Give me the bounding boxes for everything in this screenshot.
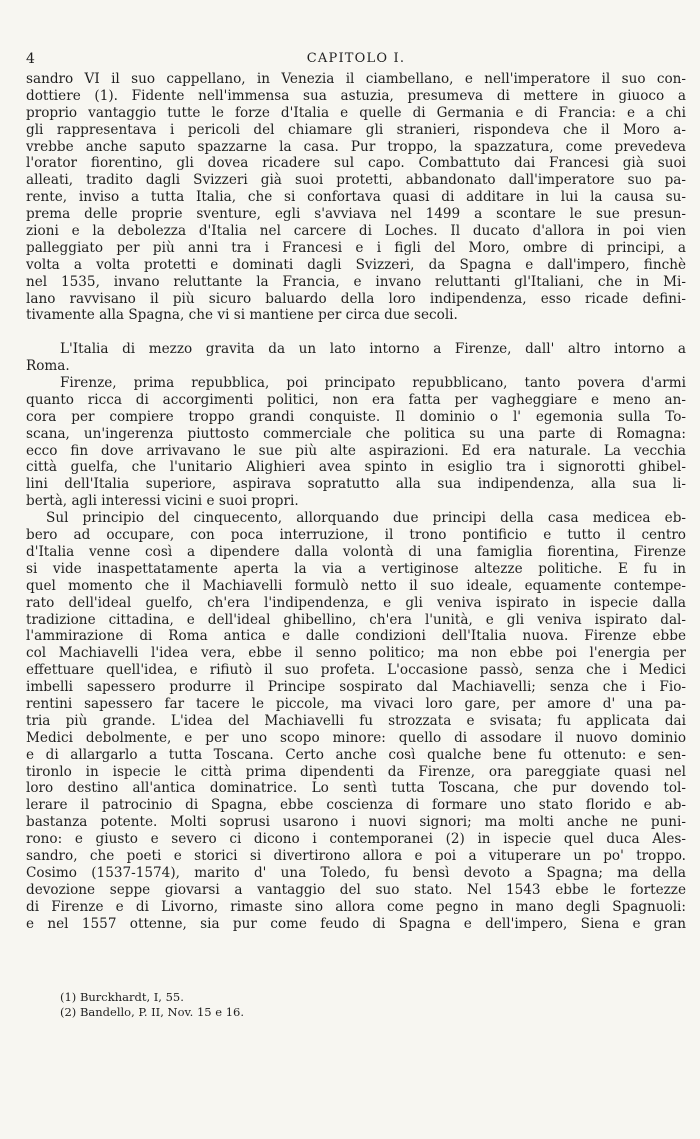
- text-line: zioni e la debolezza d'Italia nel carcere di Loches. Il ducato d'allora in poi vien: [26, 223, 686, 240]
- text-line: L'Italia di mezzo gravita da un lato intorno a Firenze, dall' altro intorno a: [60, 341, 686, 358]
- text-line: tivamente alla Spagna, che vi si mantiene per circa due secoli.: [26, 307, 458, 324]
- text-line: e di allargarlo a tutta Toscana. Certo anche così qualche bene fu ottenuto: e sen-: [26, 746, 686, 763]
- footnote: (2) Bandello, P. II, Nov. 15 e 16.: [60, 1005, 244, 1019]
- text-line: città guelfa, che l'unitario Alighieri avea spinto in esiglio tra i signorotti ghibel-: [26, 459, 686, 476]
- text-line: quanto ricca di accorgimenti politici, non era fatta per vagheggiare e meno an-: [26, 391, 686, 408]
- page-header: [26, 51, 686, 71]
- text-line: scana, un'ingerenza piuttosto commerciale che politica su una parte di Romagna:: [26, 425, 686, 442]
- text-line: Medici debolmente, e per uno scopo minore: quello di assodare il nuovo dominio: [26, 729, 686, 746]
- text-line: sandro, che poeti e storici si divertirono allora e poi a vituperare un po' troppo.: [26, 847, 686, 864]
- text-line: tria più grande. L'idea del Machiavelli fu strozzata e svisata; fu applicata dai: [26, 712, 686, 729]
- text-line: ecco fin dove arrivavano le sue più alte aspirazioni. Ed era naturale. La vecchia: [26, 442, 686, 459]
- text-line: rentini sapessero far tacere le piccole, ma vivaci loro gare, per amore d' una pa-: [26, 695, 686, 712]
- text-line: d'Italia venne così a dipendere dalla volontà di una famiglia fiorentina, Firenze: [26, 543, 686, 560]
- text-line: lerare il patrocinio di Spagna, ebbe coscienza di formare uno stato florido e ab-: [26, 797, 686, 814]
- text-line: rono: e giusto e severo ci dicono i contemporanei (2) in ispecie quel duca Ales-: [26, 831, 686, 848]
- text-line: lano ravvisano il più sicuro baluardo della loro indipendenza, esso ricade defini-: [26, 290, 686, 307]
- text-line: quel momento che il Machiavelli formulò netto il suo ideale, equamente contempe-: [26, 577, 686, 594]
- text-line: vrebbe anche saputo spazzarne la casa. Pur troppo, la spazzatura, come prevedeva: [26, 138, 686, 155]
- text-line: l'orator fiorentino, gli dovea ricadere sul capo. Combattuto dai Francesi già suoi: [26, 155, 686, 172]
- text-line: palleggiato per più anni tra i Francesi e i figli del Moro, ombre di principi, a: [26, 239, 686, 256]
- text-line: Cosimo (1537-1574), marito d' una Toledo, fu bensì devoto a Spagna; ma della: [26, 864, 686, 881]
- text-line: alleati, tradito dagli Svizzeri già suoi protetti, abbandonato dall'imperatore suo pa-: [26, 172, 686, 189]
- text-line: di Firenze e di Livorno, rimaste sino allora come pegno in mano degli Spagnuoli:: [26, 898, 686, 915]
- text-line: effettuare quell'idea, e rifiutò il suo profeta. L'occasione passò, senza che i Medici: [26, 662, 686, 679]
- text-line: nel 1535, invano reluttante la Francia, e invano reluttanti gl'Italiani, che in Mi-: [26, 273, 686, 290]
- text-line: prema delle proprie sventure, egli s'avviava nel 1499 a scontare le sue presun-: [26, 206, 686, 223]
- text-line: tradizione cittadina, e dell'ideal ghibellino, ch'era l'unità, e gli veniva ispirato dal-: [26, 611, 686, 628]
- page-number: 4: [26, 51, 36, 67]
- text-line: dottiere (1). Fidente nell'immensa sua astuzia, presumeva di mettere in giuoco a: [26, 87, 686, 104]
- text-line: tironlo in ispecie le città prima dipendenti da Firenze, ora pareggiate quasi nel: [26, 763, 686, 780]
- text-line: e nel 1557 ottenne, sia pur come feudo di Spagna e dell'impero, Siena e gran: [26, 915, 686, 932]
- text-line: bastanza potente. Molti soprusi usarono i nuovi signori; ma molti anche ne puni-: [26, 814, 686, 831]
- text-line: si vide inaspettatamente aperta la via a vertiginose altezze politiche. E fu in: [26, 560, 686, 577]
- text-line: lini dell'Italia superiore, aspirava sopratutto alla sua indipendenza, alla sua li-: [26, 476, 686, 493]
- body-text: [26, 71, 686, 932]
- running-title: CAPITOLO I.: [306, 51, 406, 66]
- text-line: gli rappresentava i pericoli del chiamare gli stranieri, rispondeva che il Moro a-: [26, 121, 686, 138]
- text-line: Firenze, prima repubblica, poi principato repubblicano, tanto povera d'armi: [60, 375, 686, 392]
- text-line: sandro VI il suo cappellano, in Venezia il ciambellano, e nell'imperatore il suo con-: [26, 71, 686, 87]
- text-line: loro destino all'antica dominatrice. Lo sentì tutta Toscana, che pur dovendo tol-: [26, 780, 686, 797]
- footnotes: [60, 990, 660, 1020]
- text-line: cora per compiere troppo grandi conquiste. Il dominio o l' egemonia sulla To-: [26, 408, 686, 425]
- paragraph-gap: [26, 324, 686, 341]
- text-line: col Machiavelli l'idea vera, ebbe il senno politico; ma non ebbe poi l'energia per: [26, 645, 686, 662]
- text-line: volta a volta protetti e dominati dagli Svizzeri, da Spagna e dall'impero, finchè: [26, 256, 686, 273]
- text-line: rato dell'ideal guelfo, ch'era l'indipendenza, e gli veniva ispirato in ispecie dalla: [26, 594, 686, 611]
- text-line: proprio vantaggio tutte le forze d'Italia e quelle di Germania e di Francia: e a chi: [26, 104, 686, 121]
- text-line: Sul principio del cinquecento, allorquando due principi della casa medicea eb-: [46, 510, 686, 527]
- footnote: (1) Burckhardt, I, 55.: [60, 990, 184, 1004]
- text-line: Roma.: [26, 358, 70, 375]
- text-line: rente, inviso a tutta Italia, che si confortava quasi di additare in lui la causa su-: [26, 189, 686, 206]
- text-line: bertà, agli interessi vicini e suoi propri.: [26, 493, 299, 510]
- text-line: l'ammirazione di Roma antica e dalle condizioni dell'Italia nuova. Firenze ebbe: [26, 628, 686, 645]
- text-line: devozione seppe giovarsi a vantaggio del suo stato. Nel 1543 ebbe le fortezze: [26, 881, 686, 898]
- text-line: bero ad occupare, con poca interruzione, il trono pontificio e tutto il centro: [26, 527, 686, 544]
- text-line: imbelli sapessero produrre il Principe sospirato dal Machiavelli; senza che i Fio-: [26, 679, 686, 696]
